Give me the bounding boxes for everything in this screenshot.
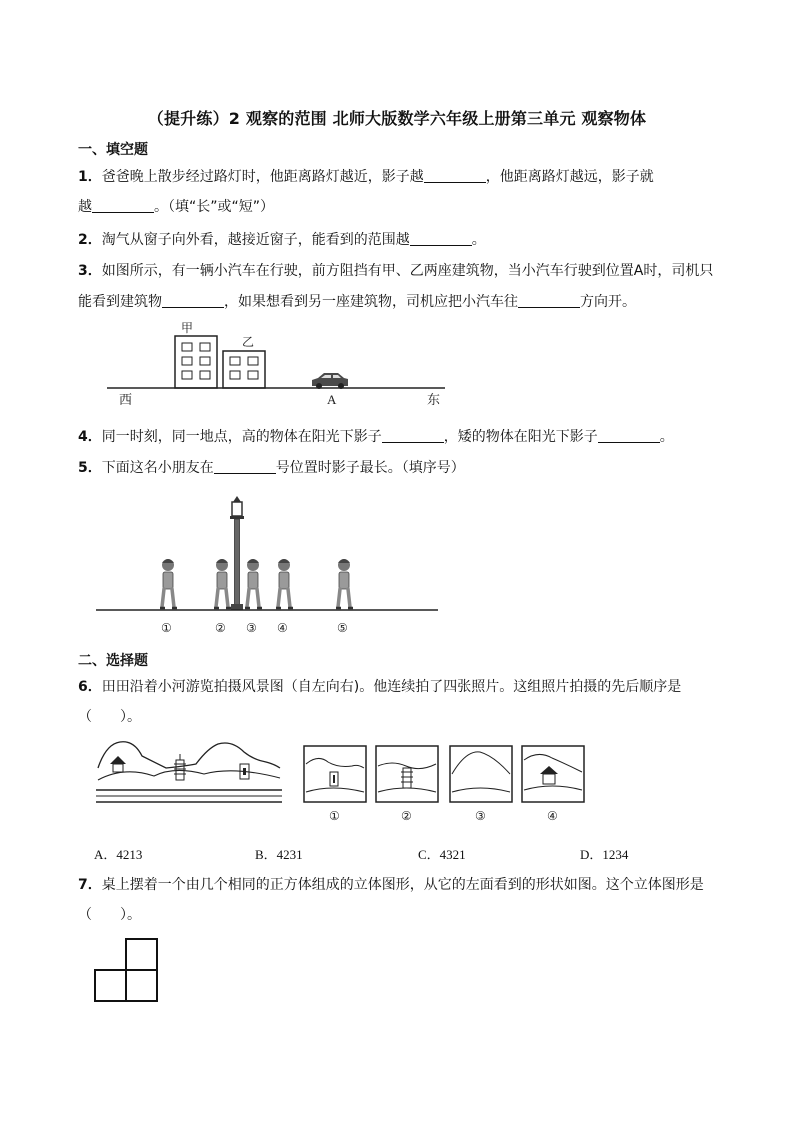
question-1-line-2	[78, 196, 274, 216]
kid-icon	[276, 559, 293, 608]
question-text: 能看到建筑物	[78, 294, 162, 310]
question-text: 。	[659, 429, 674, 445]
question-number: 7．	[78, 877, 102, 893]
photos-figure	[302, 744, 588, 826]
river-panorama-figure	[94, 738, 284, 806]
question-3-line-1	[78, 260, 713, 280]
question-text: ，如果想看到另一座建筑物，司机应把小汽车往	[224, 294, 518, 310]
answer-blank[interactable]	[214, 459, 276, 474]
position-label: ①	[161, 621, 172, 635]
question-number: 3．	[78, 263, 102, 279]
question-text: 越	[78, 199, 92, 215]
question-text: 同一时刻，同一地点，高的物体在阳光下影子	[101, 429, 382, 445]
answer-blank[interactable]	[424, 168, 486, 183]
answer-blank[interactable]	[92, 198, 154, 213]
option-a[interactable]: A．4213	[94, 847, 143, 862]
street-lamp-figure	[96, 492, 441, 637]
answer-blank[interactable]	[598, 428, 660, 443]
question-text: 下面这名小朋友在	[101, 460, 214, 476]
question-5	[78, 457, 465, 477]
kid-icon	[160, 559, 177, 608]
question-text: 如图所示，有一辆小汽车在行驶，前方阻挡有甲、乙两座建筑物，当小汽车行驶到位置A时，司机只	[101, 263, 714, 279]
building-jia-label: 甲	[181, 321, 194, 335]
position-label: ⑤	[337, 621, 348, 635]
building-yi-label: 乙	[242, 335, 255, 349]
photo-label: ①	[329, 809, 340, 823]
option-d[interactable]: D．1234	[580, 847, 629, 862]
question-2	[78, 229, 486, 249]
answer-blank[interactable]	[162, 293, 224, 308]
section-fill-heading: 一、填空题	[78, 142, 148, 158]
car-icon	[312, 373, 348, 389]
west-label: 西	[119, 392, 133, 407]
photo-1	[304, 746, 366, 802]
position-label: ②	[215, 621, 226, 635]
question-text: 。	[471, 232, 486, 248]
option-c[interactable]: C．4321	[418, 847, 466, 862]
question-text: ，他距离路灯越远，影子就	[485, 169, 654, 185]
page-title: （提升练）2 观察的范围 北师大版数学六年级上册第三单元 观察物体	[147, 109, 647, 128]
kid-icon	[214, 559, 231, 608]
question-text: 号位置时影子最长。（填序号）	[275, 460, 465, 476]
answer-parentheses[interactable]: （ ）。	[78, 907, 141, 923]
question-1-line-1	[78, 166, 654, 186]
question-number: 6．	[78, 679, 102, 695]
position-a-label: A	[327, 392, 337, 407]
question-7-line-2	[78, 904, 141, 924]
answer-blank[interactable]	[410, 231, 472, 246]
position-label: ③	[246, 621, 257, 635]
street-lamp-icon	[230, 496, 244, 610]
kid-icon	[245, 559, 262, 608]
photo-label: ②	[401, 809, 412, 823]
question-number: 1．	[78, 169, 102, 185]
question-text: 田田沿着小河游览拍摄风景图（自左向右)。他连续拍了四张照片。这组照片拍摄的先后顺序是	[101, 679, 682, 695]
photo-2	[376, 746, 438, 802]
question-6-line-1	[78, 676, 681, 696]
question-3-line-2	[78, 291, 636, 311]
question-7-line-1	[78, 874, 704, 894]
cube-left-view-figure	[94, 937, 162, 1005]
question-text: 桌上摆着一个由几个相同的正方体组成的立体图形，从它的左面看到的形状如图。这个立体图形是	[101, 877, 704, 893]
buildings-figure	[105, 318, 450, 410]
photo-4	[522, 746, 584, 802]
kid-icon	[336, 559, 353, 608]
question-6-line-2	[78, 706, 141, 726]
question-number: 2．	[78, 232, 102, 248]
question-text: 。（填“长”或“短”）	[154, 199, 275, 215]
section-choice-heading: 二、选择题	[78, 653, 148, 669]
building-jia	[175, 336, 217, 388]
photo-3	[450, 746, 512, 802]
position-label: ④	[277, 621, 288, 635]
answer-blank[interactable]	[382, 428, 444, 443]
option-b[interactable]: B．4231	[255, 847, 303, 862]
building-yi	[223, 351, 265, 388]
answer-parentheses[interactable]: （ ）。	[78, 709, 141, 725]
pavilion-icon	[110, 756, 126, 772]
question-text: 淘气从窗子向外看，越接近窗子，能看到的范围越	[101, 232, 410, 248]
photo-label: ③	[475, 809, 486, 823]
question-number: 4．	[78, 429, 102, 445]
question-4	[78, 426, 674, 446]
question-text: ，矮的物体在阳光下影子	[443, 429, 598, 445]
photo-label: ④	[547, 809, 558, 823]
question-number: 5．	[78, 460, 102, 476]
question-text: 方向开。	[580, 294, 636, 310]
question-text: 爸爸晚上散步经过路灯时，他距离路灯越近，影子越	[101, 169, 424, 185]
east-label: 东	[427, 392, 441, 407]
answer-blank[interactable]	[518, 293, 580, 308]
